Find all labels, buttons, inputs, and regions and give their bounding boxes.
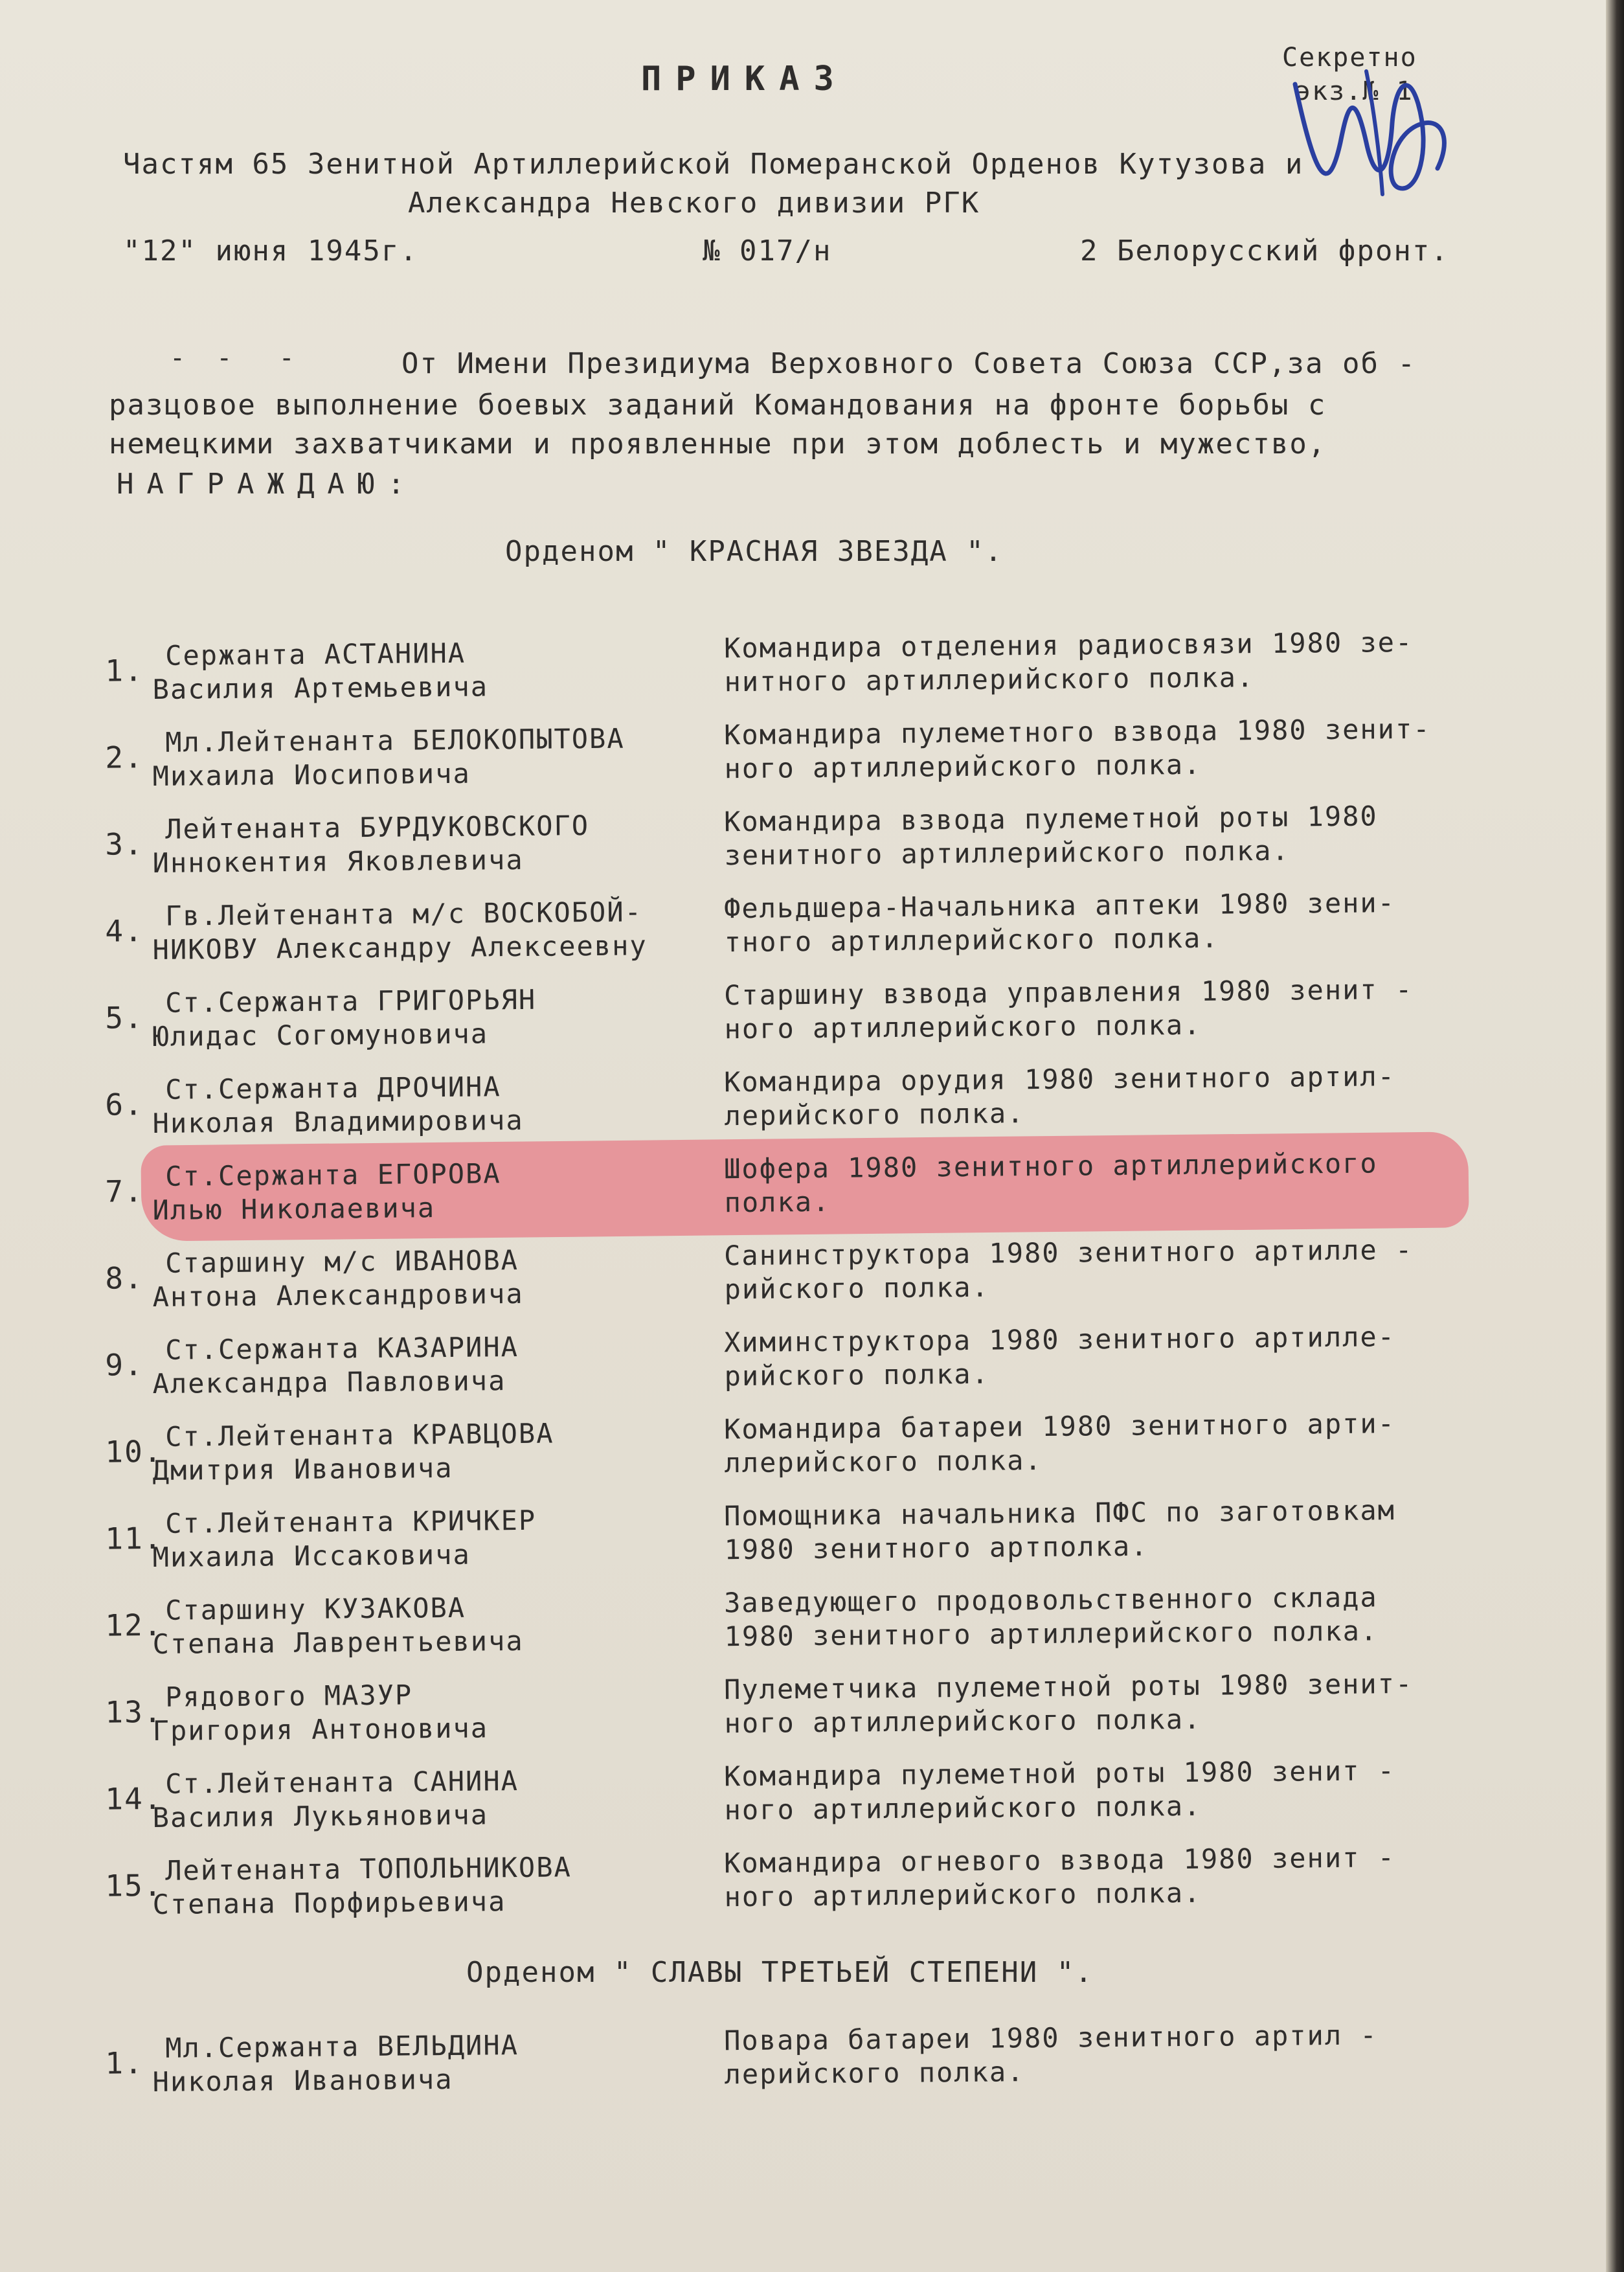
entry-position-line-1: Командира пулеметного взвода 1980 зенит-	[723, 712, 1431, 751]
entry-number: 14.	[105, 1780, 163, 1817]
entry-name-rank: Ст.Сержанта ЕГОРОВА	[164, 1157, 501, 1192]
entry-position-line-2: тного артиллерийского полка.	[724, 922, 1219, 959]
entry-name-rank: Ст.Лейтенанта КРАВЦОВА	[164, 1417, 554, 1453]
entry-name-given: Антона Александровича	[152, 1277, 524, 1313]
entry-position-line-2: ного артиллерийского полка.	[724, 1703, 1202, 1740]
entry-number: 2.	[105, 740, 144, 775]
entry-position-line-2: ного артиллерийского полка.	[724, 1789, 1202, 1826]
front-name: 2 Белорусский фронт.	[1080, 234, 1449, 267]
preamble-line-2: разцовое выполнение боевых заданий Командования на фронте борьбы с	[109, 389, 1327, 422]
entry-position-line-1: Заведующего продовольственного склада	[723, 1581, 1378, 1619]
entry-position-line-1: Командира орудия 1980 зенитного артил-	[723, 1060, 1396, 1098]
entry-number: 1.	[105, 653, 144, 688]
entry-position-line-1: Помощника начальника ПФС по заготовкам	[723, 1494, 1396, 1532]
entry-name-rank: Старшину м/с ИВАНОВА	[164, 1244, 519, 1279]
entry-position-line-2: рийского полка.	[724, 1358, 990, 1392]
order-number: № 017/н	[703, 234, 832, 267]
entry-position-line-2: нитного артиллерийского полка.	[724, 661, 1255, 698]
entry-position-line-1: Командира батареи 1980 зенитного арти-	[723, 1407, 1396, 1446]
entry-position-line-1: Повара батареи 1980 зенитного артил -	[723, 2019, 1378, 2057]
entry-name-rank: Ст.Сержанта ДРОЧИНА	[164, 1071, 501, 1106]
entry-number: 4.	[105, 913, 144, 949]
entry-name-rank: Лейтенанта БУРДУКОВСКОГО	[164, 810, 590, 845]
entry-name-rank: Рядового МАЗУР	[164, 1679, 413, 1713]
entry-name-rank: Мл.Лейтенанта БЕЛОКОПЫТОВА	[164, 722, 625, 758]
entry-number: 11.	[105, 1520, 163, 1556]
entry-name-rank: Ст.Сержанта КАЗАРИНА	[164, 1331, 519, 1366]
entry-name-rank: Ст.Сержанта ГРИГОРЬЯН	[164, 983, 537, 1019]
order-date: "12" июня 1945г.	[123, 234, 418, 267]
entry-position-line-1: Шофера 1980 зенитного артиллерийского	[723, 1147, 1378, 1185]
entry-name-given: Григория Антоновича	[152, 1712, 489, 1747]
units-line-1: Частям 65 Зенитной Артиллерийской Померанской Орденов Кутузова и	[123, 148, 1304, 181]
preamble-line-1: От Имени Президиума Верховного Совета Союза ССР,за об -	[401, 347, 1416, 380]
entry-position-line-2: ллерийского полка.	[724, 1444, 1043, 1479]
entry-number: 1.	[105, 2045, 144, 2081]
section-heading-red-star: Орденом " КРАСНАЯ ЗВЕЗДА ".	[505, 535, 1004, 568]
entry-position-line-2: ного артиллерийского полка.	[724, 1876, 1202, 1913]
entry-number: 8.	[105, 1260, 144, 1296]
entry-name-given: Юлидас Согомуновича	[152, 1017, 489, 1052]
units-line-2: Александра Невского дивизии РГК	[408, 187, 980, 220]
entry-position-line-1: Старшину взвода управления 1980 зенит -	[723, 973, 1414, 1012]
award-word: НАГРАЖДАЮ:	[117, 468, 418, 501]
entry-position-line-1: Санинструктора 1980 зенитного артилле -	[723, 1233, 1414, 1272]
entry-number: 9.	[105, 1347, 144, 1383]
entry-name-given: Дмитрия Ивановича	[152, 1451, 453, 1486]
document-title: ПРИКАЗ	[641, 60, 848, 98]
entry-position-line-1: Командира отделения радиосвязи 1980 зе-	[723, 626, 1414, 665]
entry-name-given: Василия Лукьяновича	[152, 1799, 489, 1834]
entry-number: 15.	[105, 1867, 163, 1903]
entry-name-given: Василия Артемьевича	[152, 670, 489, 705]
dash-mark: - - -	[170, 343, 295, 373]
list-item	[0, 2019, 1607, 2120]
entry-name-rank: Лейтенанта ТОПОЛЬНИКОВА	[164, 1851, 572, 1887]
entry-name-given: НИКОВУ Александру Алексеевну	[152, 929, 648, 966]
entry-name-given: Михаила Иссаковича	[152, 1538, 471, 1573]
copy-number: экз.№ 1	[1295, 76, 1414, 106]
section-heading-glory: Орденом " СЛАВЫ ТРЕТЬЕЙ СТЕПЕНИ ".	[466, 1956, 1094, 1989]
entry-position-line-2: зенитного артиллерийского полка.	[724, 834, 1290, 872]
entry-name-given: Иннокентия Яковлевича	[152, 843, 524, 879]
entry-position-line-2: 1980 зенитного артполка.	[724, 1530, 1149, 1566]
list-item	[0, 1842, 1607, 1943]
entry-position-line-2: 1980 зенитного артиллерийского полка.	[724, 1615, 1379, 1653]
entry-position-line-1: Командира огневого взвода 1980 зенит -	[723, 1841, 1396, 1880]
entry-number: 13.	[105, 1694, 163, 1730]
entry-name-rank: Гв.Лейтенанта м/с ВОСКОБОЙ-	[164, 896, 643, 932]
entry-position-line-2: ного артиллерийского полка.	[724, 748, 1202, 785]
entry-position-line-1: Химинструктора 1980 зенитного артилле-	[723, 1321, 1396, 1359]
entry-position-line-2: полка.	[724, 1185, 831, 1219]
entry-position-line-1: Фельдшера-Начальника аптеки 1980 зени-	[723, 887, 1396, 925]
entry-position-line-2: лерийского полка.	[724, 1097, 1025, 1132]
handwritten-pen-mark	[1269, 45, 1463, 214]
entry-name-given: Николая Ивановича	[152, 2063, 453, 2098]
entry-position-line-1: Пулеметчика пулеметной роты 1980 зенит-	[723, 1667, 1414, 1706]
entry-name-given: Степана Лаврентьевича	[152, 1624, 524, 1660]
entry-name-given: Николая Владимировича	[152, 1104, 524, 1139]
entry-name-rank: Старшину КУЗАКОВА	[164, 1591, 466, 1626]
entry-name-rank: Мл.Сержанта ВЕЛЬДИНА	[164, 2029, 519, 2064]
entry-name-given: Александра Павловича	[152, 1365, 506, 1400]
entry-position-line-2: ного артиллерийского полка.	[724, 1008, 1202, 1045]
entry-position-line-1: Командира взвода пулеметной роты 1980	[723, 800, 1378, 838]
entry-name-rank: Ст.Лейтенанта САНИНА	[164, 1765, 519, 1800]
entry-number: 3.	[105, 826, 144, 862]
entry-number: 6.	[105, 1087, 144, 1122]
entry-name-given: Илью Николаевича	[152, 1192, 436, 1226]
entry-name-given: Михаила Иосиповича	[152, 757, 471, 792]
entry-position-line-2: рийского полка.	[724, 1271, 990, 1306]
entry-name-rank: Сержанта АСТАНИНА	[164, 637, 466, 672]
entry-number: 12.	[105, 1607, 163, 1643]
entry-name-given: Степана Порфирьевича	[152, 1885, 506, 1920]
entry-number: 7.	[105, 1174, 144, 1209]
entry-position-line-1: Командира пулеметной роты 1980 зенит -	[723, 1755, 1396, 1793]
entry-number: 10.	[105, 1433, 163, 1470]
entry-number: 5.	[105, 1000, 144, 1036]
secret-mark: Секретно	[1282, 43, 1417, 73]
page-edge-shadow	[1606, 0, 1624, 2272]
entry-name-rank: Ст.Лейтенанта КРИЧКЕР	[164, 1504, 537, 1539]
preamble-line-3: немецкими захватчиками и проявленные при этом доблесть и мужество,	[109, 427, 1327, 460]
entry-position-line-2: лерийского полка.	[724, 2056, 1025, 2091]
